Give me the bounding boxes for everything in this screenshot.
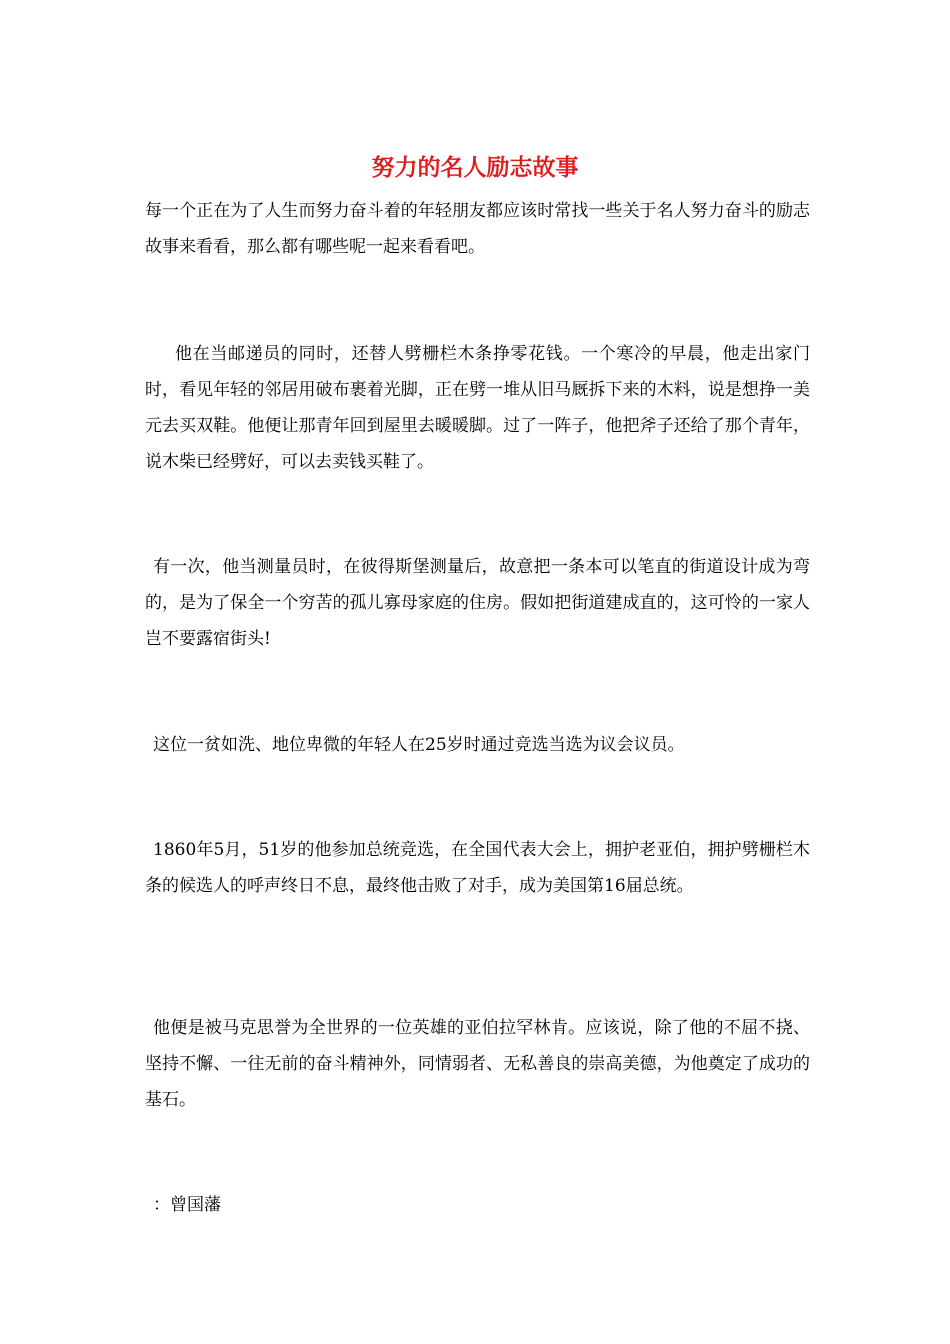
story-paragraph-3: 这位一贫如洗、地位卑微的年轻人在25岁时通过竞选当选为议会议员。 xyxy=(153,735,685,755)
page-title: 努力的名人励志故事 xyxy=(371,154,579,181)
story-paragraph-5: 他便是被马克思誉为全世界的一位英雄的亚伯拉罕林肯。应该说，除了他的不屈不挠、坚持不懈、一往无前的奋斗精神外，同情弱者、无私善良的崇高美德，为他奠定了成功的基石。 xyxy=(145,1018,810,1110)
story-paragraph-2: 有一次，他当测量员时，在彼得斯堡测量后，故意把一条本可以笔直的街道设计成为弯的，是为了保全一个穷苦的孤儿寡母家庭的住房。假如把街道建成直的，这可怜的一家人岂不要露宿街头! xyxy=(145,557,810,649)
story-paragraph-1: 他在当邮递员的同时，还替人劈栅栏木条挣零花钱。一个寒冷的早晨，他走出家门时，看见年轻的邻居用破布裹着光脚，正在劈一堆从旧马厩拆下来的木料，说是想挣一美元去买双鞋。他便让那青年回到屋里去暖暖脚。过了一阵子，他把斧子还给了那个青年，说木柴已经劈好，可以去卖钱买鞋了。 xyxy=(145,344,810,472)
next-section-heading: ：曾国藩 xyxy=(153,1195,221,1215)
intro-paragraph: 每一个正在为了人生而努力奋斗着的年轻朋友都应该时常找一些关于名人努力奋斗的励志故事来看看，那么都有哪些呢一起来看看吧。 xyxy=(145,201,810,257)
story-paragraph-4: 1860年5月，51岁的他参加总统竞选，在全国代表大会上，拥护老亚伯，拥护劈栅栏木条的候选人的呼声终日不息，最终他击败了对手，成为美国第16届总统。 xyxy=(145,840,810,896)
